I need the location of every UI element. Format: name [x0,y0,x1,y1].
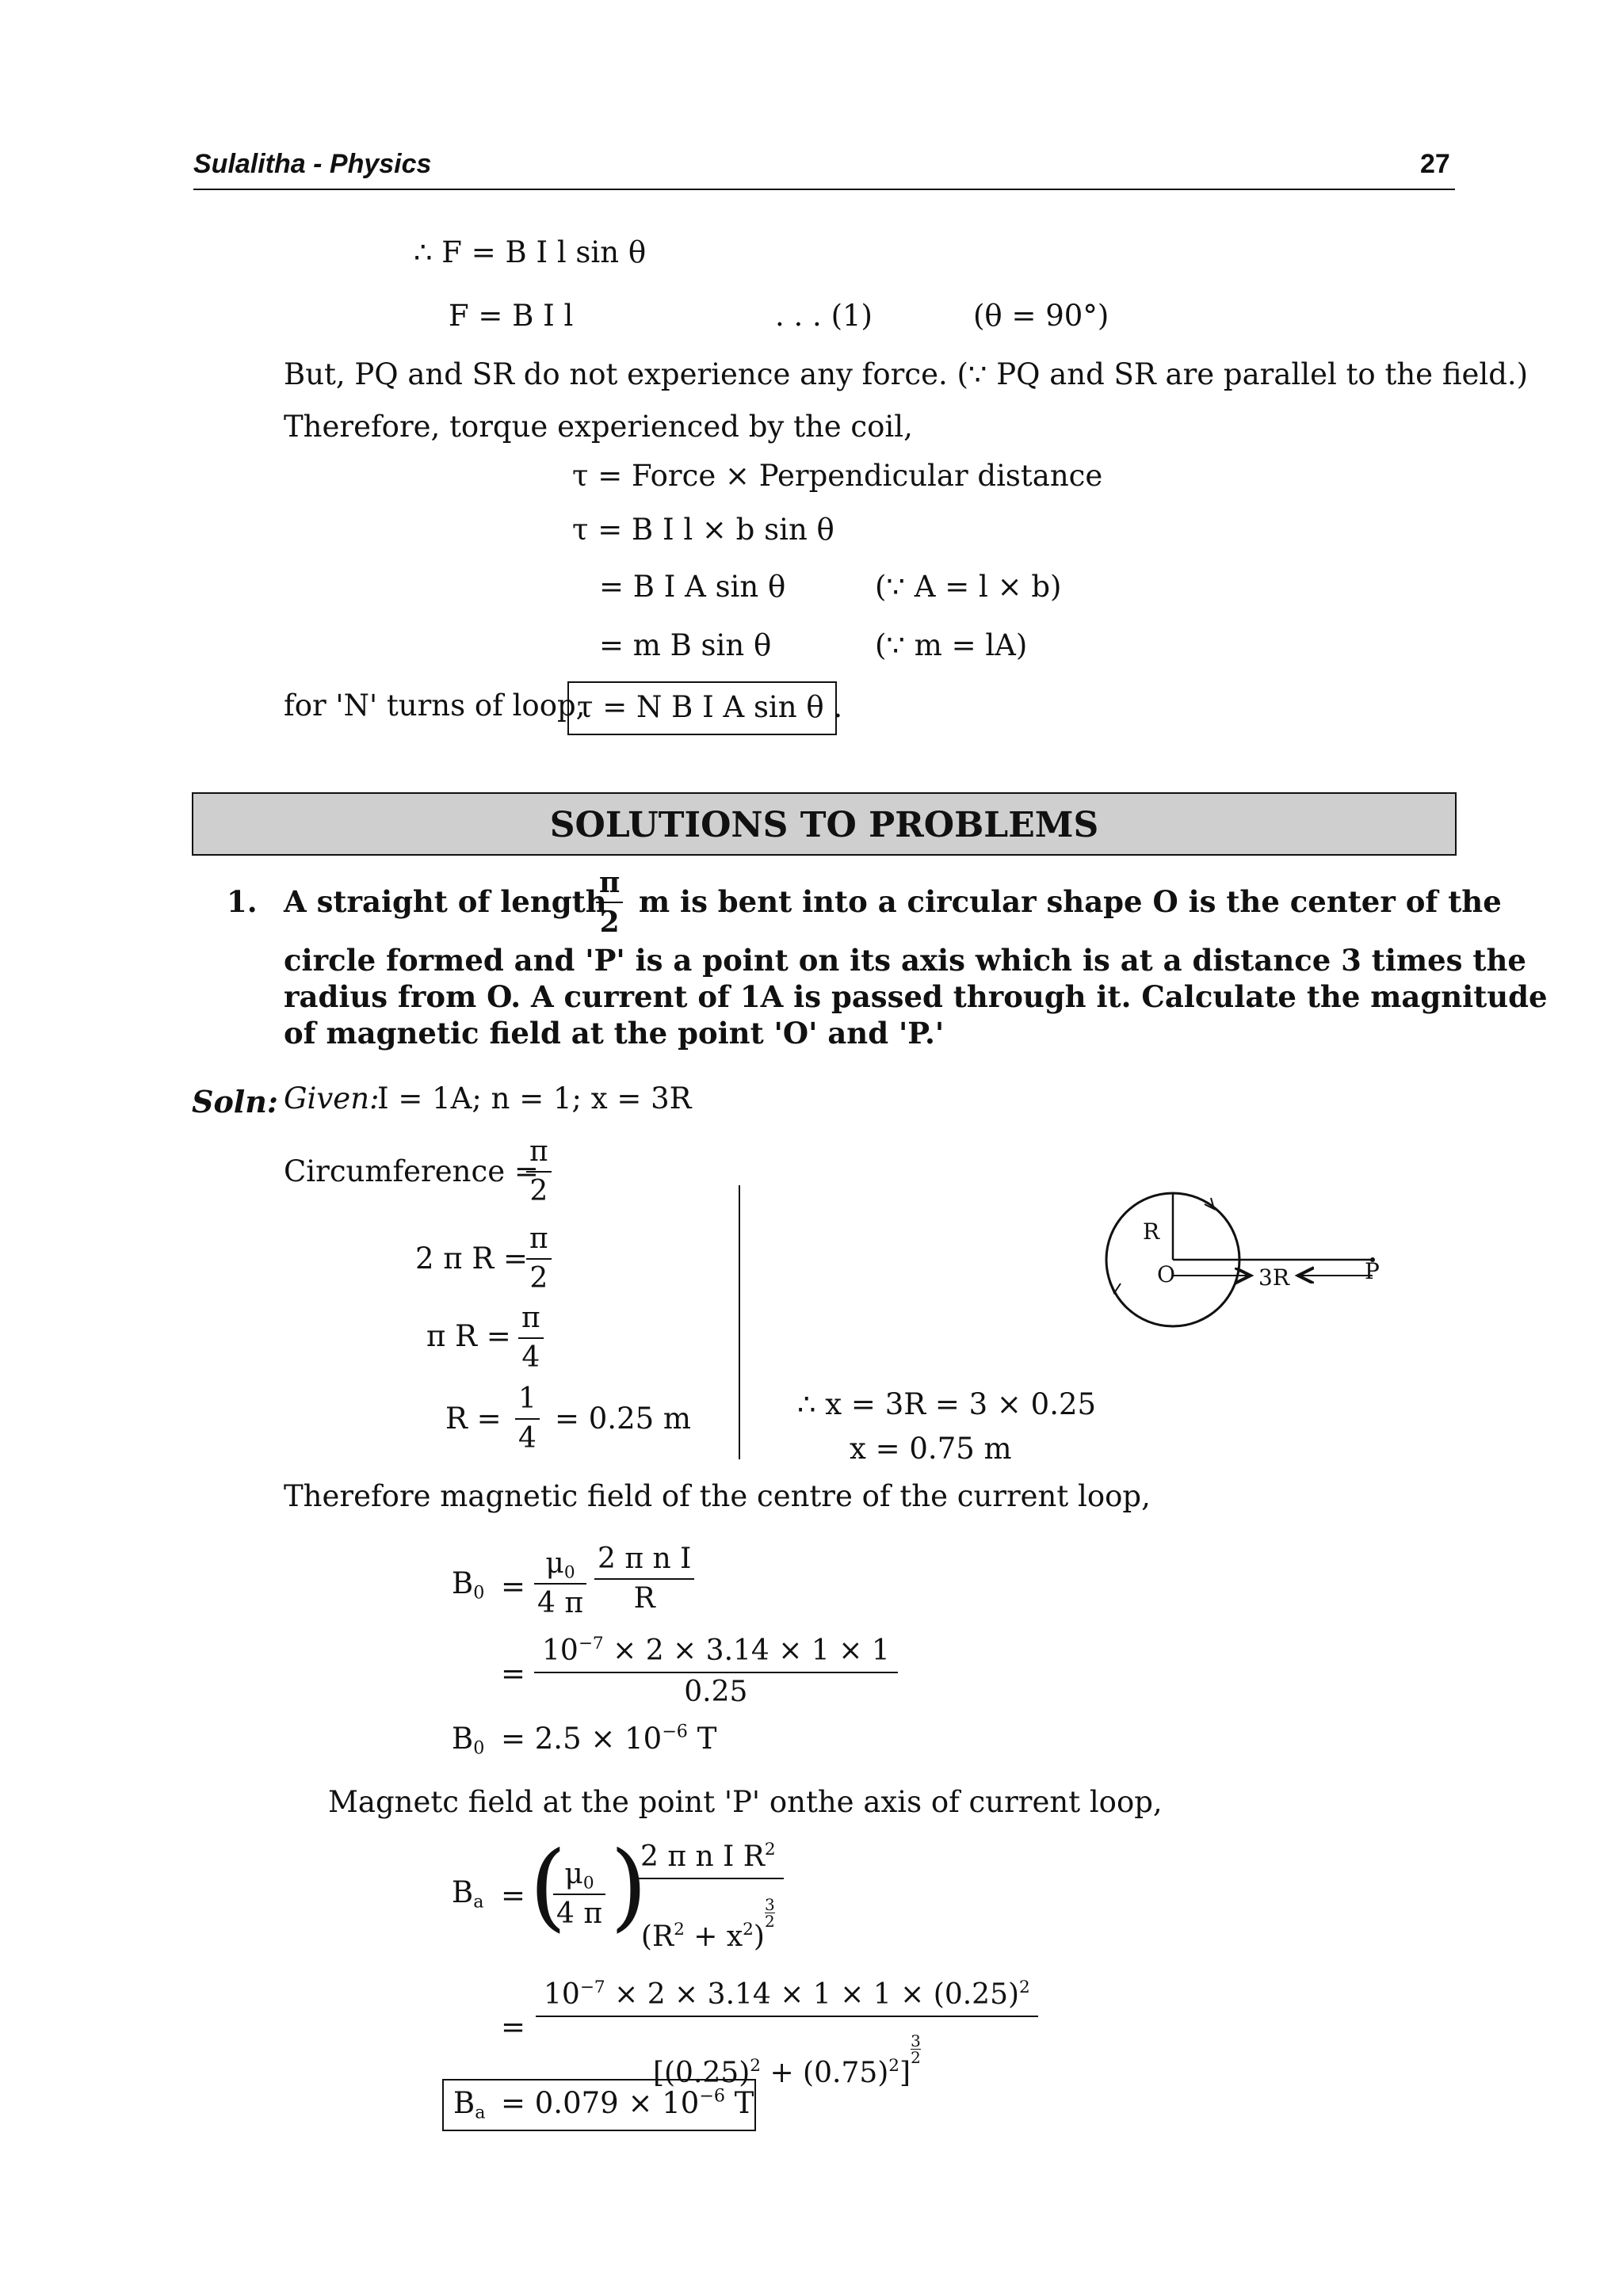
ba-symbol [452,1875,484,1913]
ba-result-value: = 0.079 × 10 [501,2086,700,2120]
b0-result-exp: −6 [662,1721,688,1742]
mu0-over-4pi [534,1547,586,1619]
ba-power-num: 3 [764,1895,775,1914]
ba-subscript: a [473,1891,484,1913]
b0-symbol [452,1566,485,1604]
header-rule [193,189,1455,190]
ba-ten-exp: −7 [579,1977,605,1997]
n-turns-label: for 'N' turns of loop, [284,688,586,723]
b0-num-rest: × 2 × 3.14 × 1 × 1 [603,1634,890,1667]
ba-den-open: (R [640,1920,674,1953]
problem-line-4: of magnetic field at the point 'O' and 'P.' [284,1016,945,1051]
r-value: = 0.25 m [555,1402,691,1436]
ba-mu-symbol: μ [564,1858,583,1890]
pi-r-num: π [518,1304,544,1339]
force-equation-2: F = B I l [449,299,574,333]
r-den-letter: R [633,1582,655,1615]
problem-number: 1. [227,884,258,919]
circular-loop-diagram [1086,1180,1411,1347]
ba-num-exp: 2 [764,1839,776,1859]
ba-den-mid: + x [684,1920,743,1953]
ba-numeric-fraction [536,1977,1038,2089]
angle-condition: (θ = 90°) [973,299,1109,333]
label-o: O [1157,1261,1175,1287]
ba-mu0-num [553,1860,605,1895]
circ-den: 2 [529,1175,548,1207]
b0-numeric-fraction [534,1633,898,1708]
n-turns-equation: τ = N B I A sin θ . [577,690,843,724]
torque-note-4: (∵ m = lA) [875,628,1028,662]
circ-fraction [526,1135,552,1207]
two-pi-r-fraction [526,1222,552,1295]
b0-numeric-num [534,1633,898,1673]
force-equation: ∴ F = B I l sin θ [414,235,647,269]
ba-den-part-a: [(0.25) [652,2057,750,2089]
ba-den-power-2 [911,2033,921,2065]
ba-result-exp: −6 [699,2085,726,2107]
r-num: 1 [515,1385,540,1420]
ba-power2-den: 2 [911,2048,921,2067]
ba-den-sq-b: 2 [888,2055,900,2076]
ba-num-rest: × 2 × 3.14 × 1 × 1 × (0.25) [605,1978,1020,2011]
mu-symbol: μ [545,1547,564,1580]
section-title: SOLUTIONS TO PROBLEMS [549,805,1099,845]
soln-label: Soln: [192,1084,278,1119]
b0-ten-exp: −7 [578,1633,604,1653]
fraction-numerator: π [596,868,623,903]
ba-den-part-b: + (0.75) [761,2057,889,2089]
ba-ten: 10 [544,1978,580,2011]
torque-eq-3: = B I A sin θ [599,570,786,604]
pi-r-den: 4 [521,1341,540,1374]
ba-den-exp-x: 2 [743,1919,754,1939]
ba-main-num [632,1839,784,1879]
r-fraction [515,1385,540,1453]
b0-numeric-den: 0.25 [684,1676,748,1708]
mu0-num [534,1547,586,1585]
label-r: R [1143,1219,1160,1245]
b0-ten: 10 [542,1634,579,1667]
r-den: 4 [518,1422,537,1455]
b0-subscript: 0 [473,1582,485,1604]
problem-line-1b: m is bent into a circular shape O is the center of the [639,884,1502,919]
paragraph-no-force: But, PQ and SR do not experience any force. (∵ PQ and SR are parallel to the field.) [284,357,1529,391]
ba-main-fraction [632,1839,784,1953]
ba-numeric-den [536,2017,1038,2088]
centre-field-text: Therefore magnetic field of the centre of the current loop, [284,1479,1151,1513]
right-paren: ) [610,1832,647,1942]
label-p: P [1365,1258,1380,1284]
b0-equals: = [501,1569,526,1604]
ba-numeric-num [536,1977,1038,2017]
ba-result-letter: B [453,2086,475,2120]
circ-num: π [526,1138,552,1173]
ba-mu0-over-4pi [553,1860,605,1928]
left-paren: ( [529,1832,567,1942]
b0-result [501,1721,717,1756]
ba-mu-subscript: 0 [582,1873,594,1894]
ba-num-square: 2 [1019,1977,1030,1997]
ba-den-exp-r: 2 [674,1919,685,1939]
b0-result-value: = 2.5 × 10 [501,1722,663,1756]
ba-main-den [632,1879,784,1951]
two-pi-r-num: π [526,1225,552,1260]
x-equation-1: ∴ x = 3R = 3 × 0.25 [797,1387,1097,1421]
problem-line-2: circle formed and 'P' is a point on its axis which is at a distance 3 times the [284,943,1526,978]
ba-den-power [765,1897,775,1929]
x-equation-2: x = 0.75 m [850,1432,1012,1466]
pi-r-fraction [518,1304,544,1372]
ba-result-symbol [453,2086,486,2123]
b0-result-subscript: 0 [473,1737,485,1759]
torque-note-3: (∵ A = l × b) [875,570,1062,604]
ba-num-text: 2 π n I R [640,1840,765,1873]
ba-equals: = [501,1878,526,1913]
fraction-denominator: 2 [599,906,620,939]
problem-line-1a: A straight of length [284,884,607,919]
two-pi-r-label: 2 π R = [415,1241,529,1276]
two-pi-r-den: 2 [529,1262,548,1295]
given-label: Given: [284,1081,380,1116]
ba-result-unit: T [725,2086,754,2120]
pi-r-label: π R = [426,1319,511,1353]
ba-den-sq-a: 2 [750,2055,761,2076]
mu-subscript: 0 [563,1562,575,1583]
ba-four-pi-den: 4 π [556,1897,603,1930]
torque-eq-2: τ = B I l × b sin θ [572,513,834,547]
ba-power-den: 2 [764,1912,775,1931]
2pinI-over-R [594,1545,694,1613]
label-3r: 3R [1258,1264,1289,1291]
circumference-label: Circumference = [284,1154,539,1188]
b0-result-letter: B [452,1722,474,1756]
problem-line-3: radius from O. A current of 1A is passed through it. Calculate the magnitude [284,979,1548,1014]
ba-power2-num: 3 [911,2031,921,2050]
b0-result-symbol [452,1722,485,1759]
four-pi-den: 4 π [537,1587,584,1619]
r-label: R = [445,1402,502,1436]
given-values: I = 1A; n = 1; x = 3R [377,1081,692,1116]
ba-equals-2: = [501,2010,526,2044]
b0-result-unit: T [687,1722,717,1756]
running-header: Sulalitha - Physics [193,149,432,179]
ba-letter: B [452,1875,474,1909]
column-divider [739,1185,740,1459]
torque-eq-1: τ = Force × Perpendicular distance [572,459,1103,493]
page-number: 27 [1420,149,1450,179]
axis-field-text: Magnetc field at the point 'P' onthe axis of current loop, [328,1785,1163,1819]
b0-letter: B [452,1566,474,1600]
problem-fraction [596,866,623,939]
ba-den-part-c: ] [899,2057,911,2089]
2pinI-num: 2 π n I [594,1545,694,1580]
ba-den-close: ) [753,1920,765,1953]
b0-equals-2: = [501,1657,526,1691]
equation-ref-1: . . . (1) [775,299,873,333]
torque-eq-4: = m B sin θ [599,628,772,662]
ba-result-subscript: a [475,2102,486,2123]
ba-result [501,2085,754,2120]
paragraph-torque: Therefore, torque experienced by the coil, [284,410,913,444]
